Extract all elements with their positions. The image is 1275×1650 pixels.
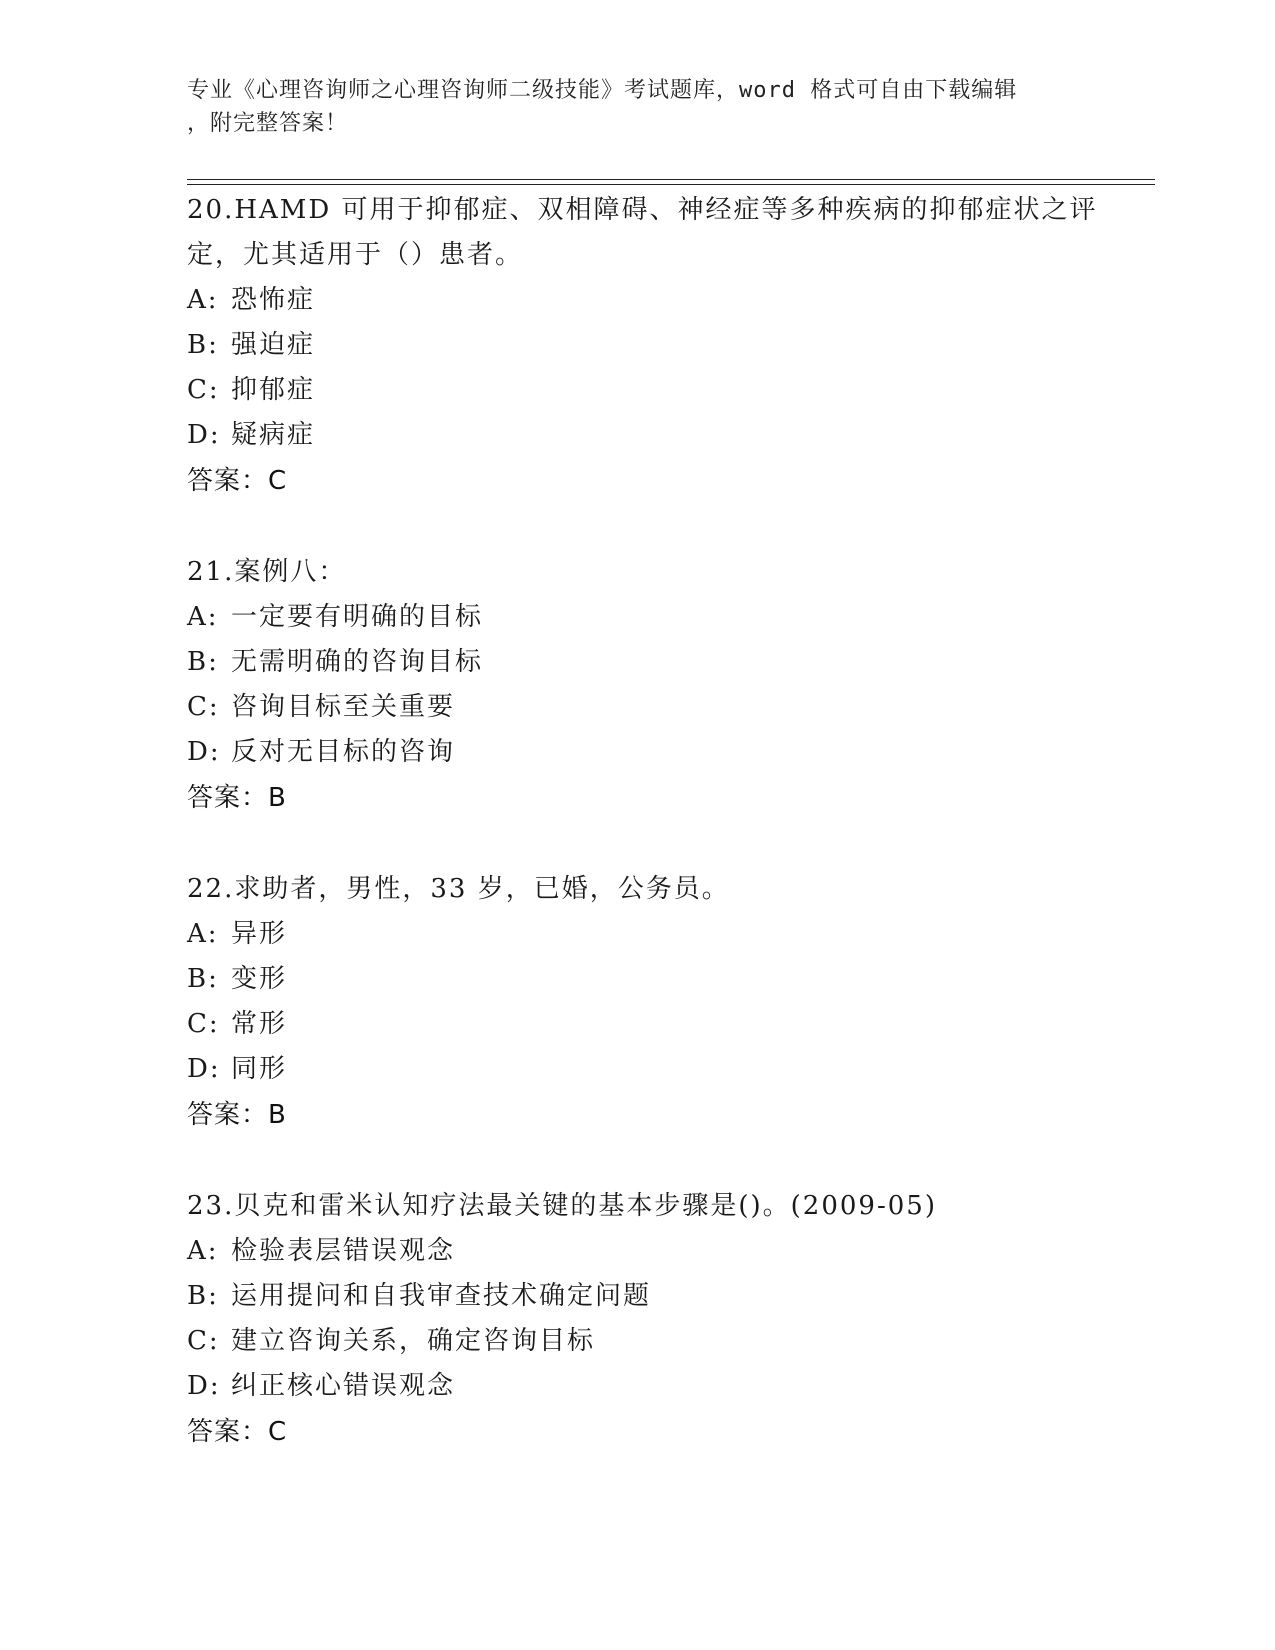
- option-b: [187, 957, 1087, 1002]
- option-text: 异形: [231, 919, 288, 949]
- question-stem: [187, 550, 1087, 595]
- option-a: [187, 1229, 1087, 1274]
- option-c: [187, 368, 1087, 413]
- header-line-1: 专业《心理咨询师之心理咨询师二级技能》考试题库，word 格式可自由下载编辑: [187, 78, 1018, 103]
- option-letter: D:: [187, 1054, 221, 1084]
- option-text: 反对无目标的咨询: [231, 737, 456, 767]
- header-line-2: ，附完整答案！: [187, 111, 349, 136]
- option-letter: B:: [187, 1281, 219, 1311]
- option-d: [187, 413, 1087, 458]
- option-letter: C:: [187, 1009, 220, 1039]
- option-text: 恐怖症: [231, 285, 316, 315]
- option-text: 一定要有明确的目标: [231, 602, 484, 632]
- option-a: [187, 595, 1087, 640]
- answer-line: 答案：B: [187, 783, 287, 813]
- question-23: [187, 1184, 1087, 1455]
- question-stem: [187, 188, 1098, 278]
- option-letter: D:: [187, 1371, 221, 1401]
- header-divider-top: [187, 179, 1155, 180]
- option-letter: C:: [187, 1326, 220, 1356]
- question-22: [187, 867, 1087, 1138]
- option-b: [187, 640, 1087, 685]
- option-text: 建立咨询关系，确定咨询目标: [231, 1326, 596, 1356]
- stem-line: 定，尤其适用于（）患者。: [187, 240, 524, 270]
- option-text: 抑郁症: [231, 375, 316, 405]
- option-text: 无需明确的咨询目标: [231, 647, 484, 677]
- option-b: [187, 323, 1087, 368]
- option-letter: D:: [187, 420, 221, 450]
- document-header: [187, 74, 1067, 140]
- option-d: [187, 730, 1087, 775]
- stem-line: 20.HAMD 可用于抑郁症、双相障碍、神经症等多种疾病的抑郁症状之评: [187, 195, 1098, 225]
- answer-line: 答案：C: [187, 466, 288, 496]
- header-divider-bottom: [187, 184, 1155, 185]
- answer-line: 答案：B: [187, 1100, 287, 1130]
- option-text: 检验表层错误观念: [231, 1236, 456, 1266]
- option-text: 变形: [231, 964, 288, 994]
- option-letter: B:: [187, 330, 219, 360]
- option-text: 疑病症: [231, 420, 316, 450]
- option-d: [187, 1047, 1087, 1092]
- stem-line: 21.案例八：: [187, 557, 347, 587]
- option-a: [187, 912, 1087, 957]
- option-letter: C:: [187, 692, 220, 722]
- option-text: 同形: [231, 1054, 288, 1084]
- stem-line: 23.贝克和雷米认知疗法最关键的基本步骤是()。(2009-05): [187, 1191, 937, 1221]
- answer-line: 答案：C: [187, 1417, 288, 1447]
- option-text: 常形: [231, 1009, 288, 1039]
- option-letter: D:: [187, 737, 221, 767]
- option-b: [187, 1274, 1087, 1319]
- option-text: 运用提问和自我审查技术确定问题: [231, 1281, 652, 1311]
- question-list: [187, 188, 1098, 1501]
- option-c: [187, 1002, 1087, 1047]
- option-text: 强迫症: [231, 330, 316, 360]
- option-text: 纠正核心错误观念: [231, 1371, 456, 1401]
- option-letter: A:: [187, 602, 219, 632]
- option-a: [187, 278, 1087, 323]
- option-c: [187, 685, 1087, 730]
- option-letter: A:: [187, 285, 219, 315]
- option-text: 咨询目标至关重要: [231, 692, 456, 722]
- question-21: [187, 550, 1087, 821]
- stem-line: 22.求助者，男性，33 岁，已婚，公务员。: [187, 874, 730, 904]
- option-c: [187, 1319, 1087, 1364]
- option-letter: A:: [187, 919, 219, 949]
- option-d: [187, 1364, 1087, 1409]
- question-stem: [187, 867, 1087, 912]
- option-letter: A:: [187, 1236, 219, 1266]
- question-stem: [187, 1184, 1087, 1229]
- option-letter: C:: [187, 375, 220, 405]
- question-20: [187, 188, 1098, 504]
- option-letter: B:: [187, 964, 219, 994]
- option-letter: B:: [187, 647, 219, 677]
